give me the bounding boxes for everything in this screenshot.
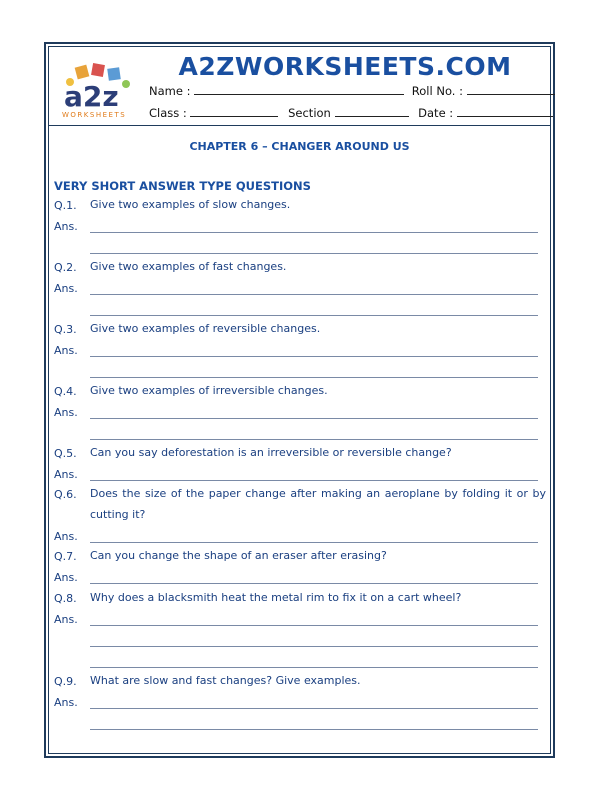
roll-field[interactable]: [467, 84, 555, 95]
answer-line[interactable]: [90, 583, 538, 584]
answer-line[interactable]: [90, 439, 538, 440]
answer-line[interactable]: [90, 232, 538, 233]
answer-line[interactable]: [90, 377, 538, 378]
question-number: Q.3.: [54, 323, 77, 336]
question-text: Give two examples of reversible changes.: [90, 322, 321, 335]
question-number: Q.8.: [54, 592, 77, 605]
question-number: Q.4.: [54, 385, 77, 398]
answer-line[interactable]: [90, 708, 538, 709]
question-number: Q.9.: [54, 675, 77, 688]
question-number: Q.7.: [54, 550, 77, 563]
answer-label: Ans.: [54, 571, 78, 584]
question-text: Give two examples of irreversible changes.: [90, 384, 328, 397]
class-label: Class :: [149, 106, 187, 120]
answer-line[interactable]: [90, 315, 538, 316]
answer-label: Ans.: [54, 344, 78, 357]
section-field[interactable]: [335, 106, 409, 117]
class-section-date-row: [149, 106, 553, 120]
class-field[interactable]: [190, 106, 278, 117]
answer-label: Ans.: [54, 530, 78, 543]
name-field[interactable]: [194, 84, 404, 95]
name-label: Name :: [149, 84, 191, 98]
answer-line[interactable]: [90, 294, 538, 295]
answer-label: Ans.: [54, 613, 78, 626]
question-text: Give two examples of slow changes.: [90, 198, 291, 211]
section-label: Section: [288, 106, 331, 120]
answer-line[interactable]: [90, 729, 538, 730]
answer-line[interactable]: [90, 625, 538, 626]
answer-label: Ans.: [54, 282, 78, 295]
question-text: Can you say deforestation is an irreversible or reversible change?: [90, 446, 452, 459]
answer-line[interactable]: [90, 253, 538, 254]
a2z-logo: [58, 62, 138, 120]
question-number: Q.1.: [54, 199, 77, 212]
date-label: Date :: [418, 106, 454, 120]
answer-line[interactable]: [90, 646, 538, 647]
answer-label: Ans.: [54, 406, 78, 419]
svg-text:WORKSHEETS: WORKSHEETS: [62, 111, 127, 119]
section-title: VERY SHORT ANSWER TYPE QUESTIONS: [54, 179, 311, 193]
chapter-title: CHAPTER 6 – CHANGER AROUND US: [189, 140, 410, 153]
answer-line[interactable]: [90, 542, 538, 543]
question-text: Can you change the shape of an eraser after erasing?: [90, 549, 387, 562]
question-text: Does the size of the paper change after making an aeroplane by folding it or by cutting it?: [90, 487, 546, 521]
answer-label: Ans.: [54, 696, 78, 709]
answer-line[interactable]: [90, 418, 538, 419]
question-number: Q.2.: [54, 261, 77, 274]
site-title: A2ZWORKSHEETS.COM: [178, 52, 512, 81]
answer-line[interactable]: [90, 356, 538, 357]
question-number: Q.5.: [54, 447, 77, 460]
answer-label: Ans.: [54, 468, 78, 481]
question-number: Q.6.: [54, 488, 77, 501]
question-text: What are slow and fast changes? Give examples.: [90, 674, 361, 687]
answer-label: Ans.: [54, 220, 78, 233]
date-field[interactable]: [457, 106, 553, 117]
question-text: Why does a blacksmith heat the metal rim to fix it on a cart wheel?: [90, 591, 462, 604]
question-text: Give two examples of fast changes.: [90, 260, 287, 273]
answer-line[interactable]: [90, 480, 538, 481]
svg-text:a2z: a2z: [64, 80, 119, 113]
answer-line[interactable]: [90, 667, 538, 668]
header-divider: [48, 125, 551, 126]
name-roll-row: [149, 84, 555, 98]
roll-label: Roll No. :: [411, 84, 463, 98]
